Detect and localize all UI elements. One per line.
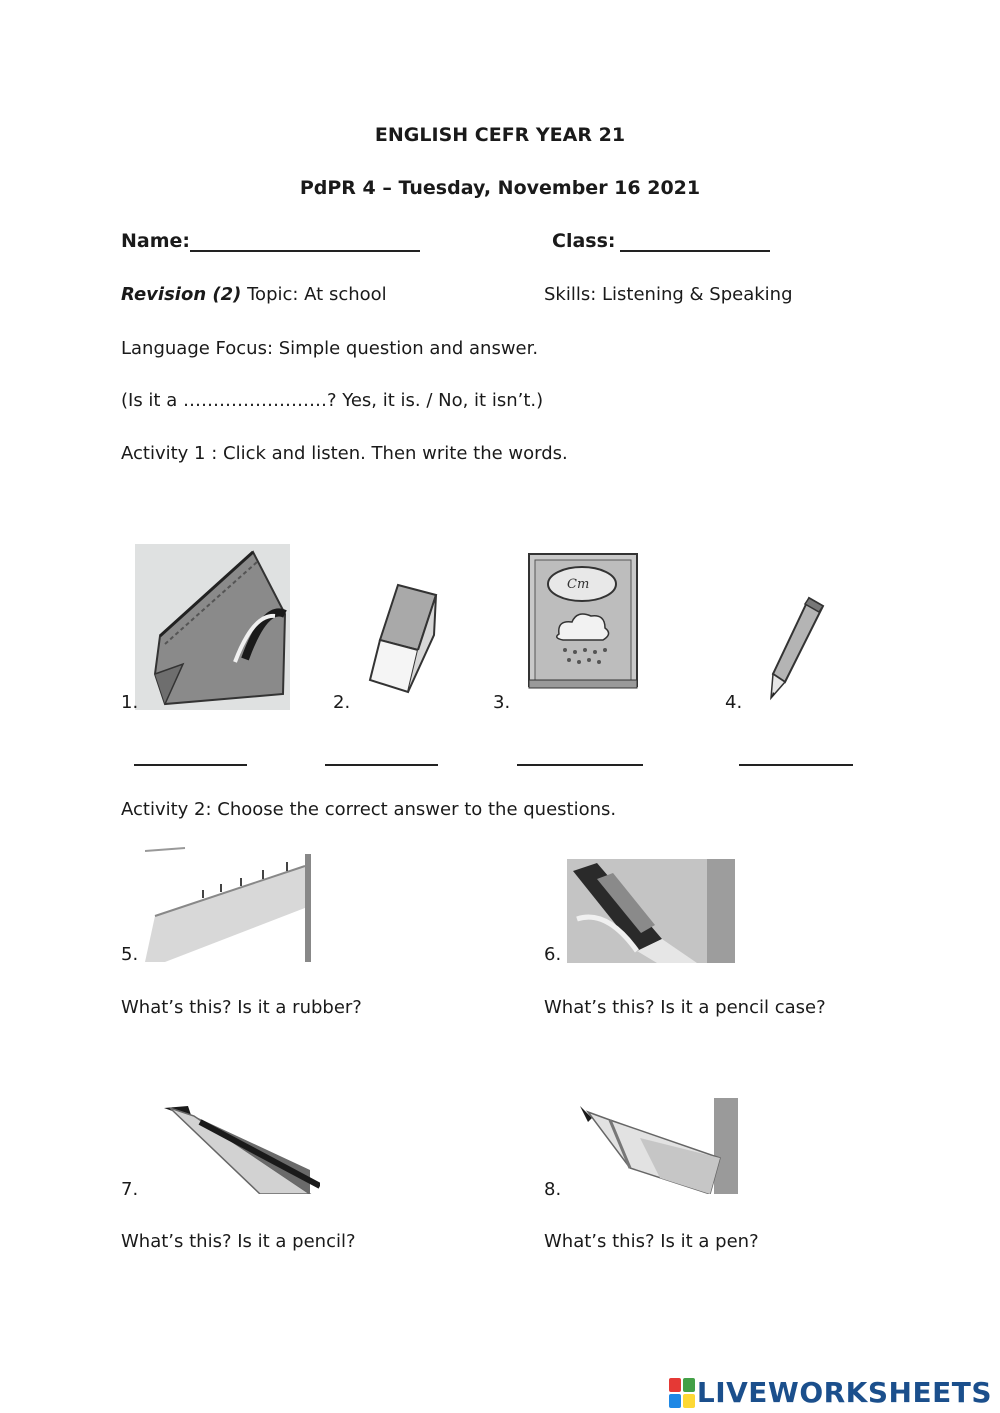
class-label: Class: bbox=[552, 230, 616, 252]
activity2-question-5: What’s this? Is it a rubber? bbox=[121, 997, 362, 1018]
activity2-number-8: 8. bbox=[544, 1179, 562, 1200]
sharpener-closeup-picture bbox=[567, 859, 735, 963]
worksheet-title: ENGLISH CEFR YEAR 21 bbox=[374, 124, 626, 146]
topic-text: Topic: At school bbox=[247, 284, 387, 305]
rubber-picture bbox=[368, 580, 440, 698]
answer-blank-2[interactable] bbox=[325, 764, 438, 766]
activity1-number-4: 4. bbox=[725, 692, 743, 713]
pencil-picture bbox=[765, 594, 827, 704]
worksheet-subtitle: PdPR 4 – Tuesday, November 16 2021 bbox=[299, 177, 701, 199]
question-pattern: (Is it a ……………………? Yes, it is. / No, it isn’t.) bbox=[121, 390, 544, 411]
pencil-tip-closeup-picture bbox=[160, 1102, 320, 1194]
class-blank[interactable] bbox=[620, 250, 770, 252]
name-blank[interactable] bbox=[190, 250, 420, 252]
activity1-number-2: 2. bbox=[333, 692, 351, 713]
activity1-number-3: 3. bbox=[493, 692, 511, 713]
activity2-instruction: Activity 2: Choose the correct answer to the questions. bbox=[121, 799, 617, 820]
ruler-closeup-picture bbox=[145, 846, 313, 962]
pen-tip-closeup-picture bbox=[570, 1098, 738, 1194]
liveworksheets-brand[interactable] bbox=[669, 1376, 992, 1409]
name-label: Name: bbox=[121, 230, 191, 252]
activity1-instruction: Activity 1 : Click and listen. Then write the words. bbox=[121, 443, 568, 464]
exercise-book-picture bbox=[527, 552, 642, 692]
activity2-question-8: What’s this? Is it a pen? bbox=[544, 1231, 759, 1252]
answer-blank-3[interactable] bbox=[517, 764, 643, 766]
answer-blank-1[interactable] bbox=[134, 764, 247, 766]
answer-blank-4[interactable] bbox=[739, 764, 853, 766]
language-focus: Language Focus: Simple question and answer. bbox=[121, 338, 539, 359]
revision-line bbox=[121, 284, 387, 305]
liveworksheets-logo-icon bbox=[669, 1378, 695, 1408]
activity2-question-7: What’s this? Is it a pencil? bbox=[121, 1231, 356, 1252]
pencil-case-picture bbox=[135, 544, 290, 710]
activity1-number-1: 1. bbox=[121, 692, 139, 713]
revision-label: Revision (2) bbox=[121, 284, 242, 305]
activity2-number-6: 6. bbox=[544, 944, 562, 965]
activity2-number-5: 5. bbox=[121, 944, 139, 965]
brand-name: LIVEWORKSHEETS bbox=[696, 1376, 992, 1409]
activity2-number-7: 7. bbox=[121, 1179, 139, 1200]
activity2-question-6: What’s this? Is it a pencil case? bbox=[544, 997, 826, 1018]
skills-text: Skills: Listening & Speaking bbox=[544, 284, 793, 305]
svg-text:Cm: Cm bbox=[567, 577, 590, 592]
